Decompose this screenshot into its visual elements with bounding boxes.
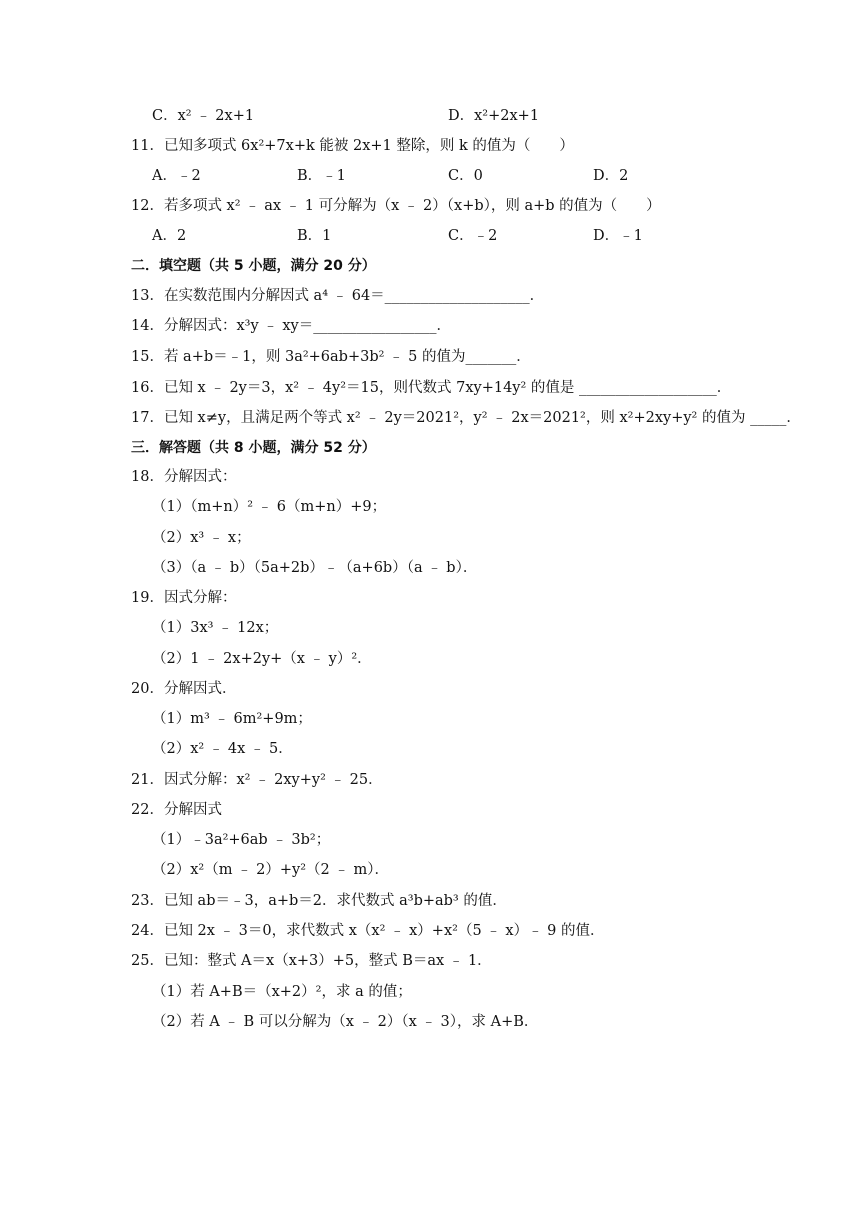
- q19-stem: 19．因式分解：: [131, 590, 237, 606]
- q11-option-d: D．2: [593, 168, 629, 184]
- q14: 14．分解因式：x³y ﹣ xy＝_________________．: [131, 318, 451, 334]
- q12-option-c: C．﹣2: [448, 228, 498, 244]
- q11-option-c: C．0: [448, 168, 483, 184]
- q25-stem: 25．已知：整式 A＝x（x+3）+5，整式 B＝ax ﹣ 1．: [131, 953, 492, 969]
- q24: 24．已知 2x ﹣ 3＝0，求代数式 x（x² ﹣ x）+x²（5 ﹣ x）﹣ 9 的值．: [131, 923, 605, 939]
- q12-option-a: A．2: [152, 228, 187, 244]
- q22-part-2: （2）x²（m ﹣ 2）+y²（2 ﹣ m）．: [152, 862, 390, 878]
- q20-part-2: （2）x² ﹣ 4x ﹣ 5．: [152, 741, 293, 757]
- q11-option-a: A．﹣2: [152, 168, 201, 184]
- q10-option-d: D．x²+2x+1: [448, 108, 540, 124]
- q18-part-3: （3）（a ﹣ b）（5a+2b）﹣（a+6b）（a ﹣ b）．: [152, 560, 478, 576]
- q22-part-1: （1）﹣3a²+6ab ﹣ 3b²；: [152, 832, 331, 848]
- q18-part-1: （1）（m+n）² ﹣ 6（m+n）+9；: [152, 499, 387, 515]
- q18-stem: 18．分解因式：: [131, 469, 237, 485]
- q12-stem: 12．若多项式 x² ﹣ ax ﹣ 1 可分解为（x ﹣ 2）（x+b），则 a+b 的值为（ ）: [131, 198, 661, 214]
- q11-option-b: B．﹣1: [297, 168, 346, 184]
- q23: 23．已知 ab＝﹣3，a+b＝2．求代数式 a³b+ab³ 的值．: [131, 893, 507, 909]
- q20-stem: 20．分解因式．: [131, 681, 237, 697]
- q16: 16．已知 x ﹣ 2y＝3，x² ﹣ 4y²＝15，则代数式 7xy+14y² 的值是 ___________________．: [131, 380, 732, 396]
- section-3-title: 三．解答题（共 8 小题，满分 52 分）: [131, 440, 376, 456]
- q20-part-1: （1）m³ ﹣ 6m²+9m；: [152, 711, 312, 727]
- q25-part-2: （2）若 A ﹣ B 可以分解为（x ﹣ 2）（x ﹣ 3），求 A+B．: [152, 1014, 539, 1030]
- q22-stem: 22．分解因式: [131, 802, 222, 818]
- q15: 15．若 a+b＝﹣1，则 3a²+6ab+3b² ﹣ 5 的值为_______．: [131, 349, 531, 365]
- q11-stem: 11．已知多项式 6x²+7x+k 能被 2x+1 整除，则 k 的值为（ ）: [131, 138, 574, 154]
- q12-option-b: B．1: [297, 228, 332, 244]
- q25-part-1: （1）若 A+B＝（x+2）²，求 a 的值；: [152, 984, 412, 1000]
- q19-part-2: （2）1 ﹣ 2x+2y+（x ﹣ y）²．: [152, 651, 372, 667]
- q18-part-2: （2）x³ ﹣ x；: [152, 530, 251, 546]
- q21: 21．因式分解：x² ﹣ 2xy+y² ﹣ 25．: [131, 772, 383, 788]
- q13: 13．在实数范围内分解因式 a⁴ ﹣ 64＝____________________．: [131, 288, 545, 304]
- section-2-title: 二．填空题（共 5 小题，满分 20 分）: [131, 258, 376, 274]
- q10-option-c: C．x² ﹣ 2x+1: [152, 108, 255, 124]
- q12-option-d: D．﹣1: [593, 228, 643, 244]
- q17: 17．已知 x≠y，且满足两个等式 x² ﹣ 2y＝2021²，y² ﹣ 2x＝2021²，则 x²+2xy+y² 的值为 _____．: [131, 410, 801, 426]
- q19-part-1: （1）3x³ ﹣ 12x；: [152, 620, 279, 636]
